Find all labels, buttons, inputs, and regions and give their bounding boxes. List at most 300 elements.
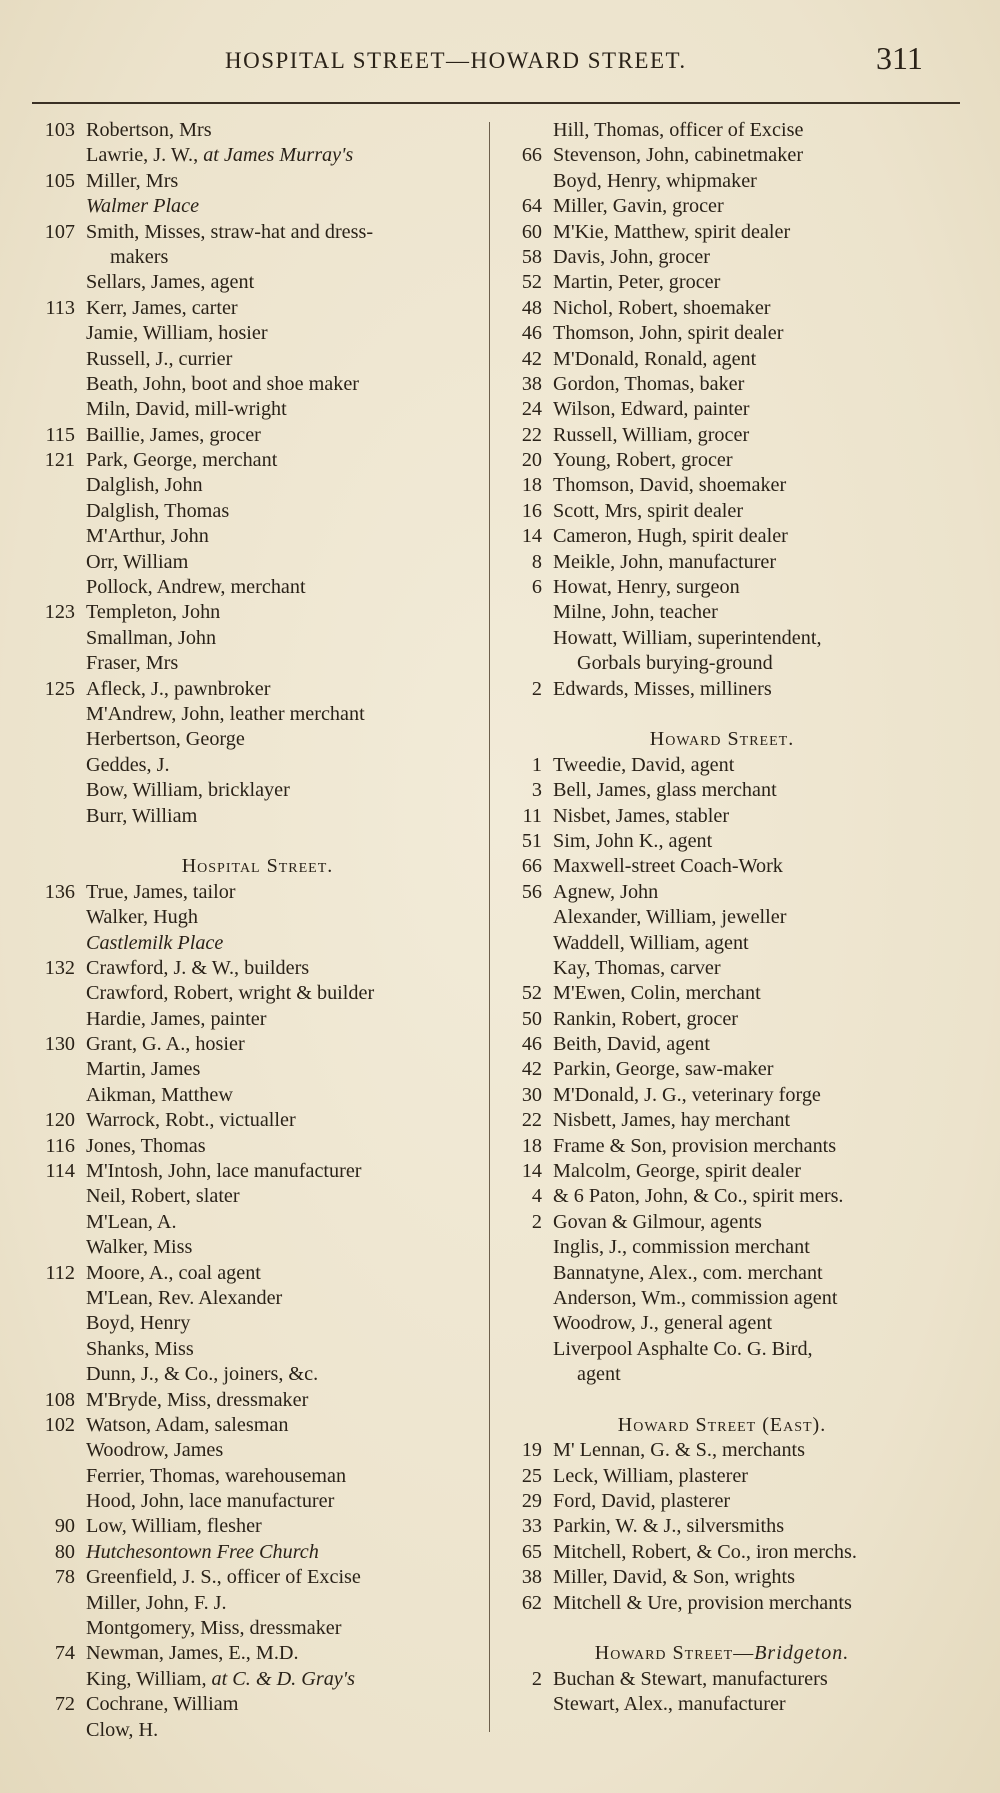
entry-text: [86, 1464, 346, 1489]
house-number: 46: [521, 322, 542, 345]
entry-text: [86, 626, 216, 651]
house-number: 60: [521, 220, 542, 243]
directory-entry: [497, 1692, 947, 1717]
house-number: 11: [522, 804, 542, 827]
directory-entry: [497, 626, 947, 651]
entry-text: [86, 753, 170, 778]
entry-name: Malcolm, George, spirit dealer: [553, 1160, 801, 1183]
directory-entry: [30, 524, 485, 549]
entry-text: [553, 321, 783, 346]
entry-text: [553, 1261, 823, 1286]
directory-entry: [30, 981, 485, 1006]
entry-name: Dalglish, John: [86, 474, 203, 497]
entry-text: [553, 1286, 837, 1311]
entry-text: [553, 524, 788, 549]
house-number: 6: [531, 576, 542, 599]
directory-entry: [30, 1540, 485, 1565]
entry-name: Inglis, J., commission merchant: [553, 1236, 810, 1259]
entry-text: [553, 1057, 774, 1082]
entry-text: [86, 1591, 227, 1616]
directory-entry: [497, 1362, 947, 1387]
entry-name: Howatt, William, superintendent,: [553, 626, 822, 649]
directory-entry: [30, 1184, 485, 1209]
entry-name: Cochrane, William: [86, 1693, 239, 1716]
directory-entry: [497, 1438, 947, 1463]
directory-entry: [497, 1108, 947, 1133]
house-number: 113: [45, 296, 75, 319]
entry-text: [86, 956, 309, 981]
entry-text: [86, 1667, 355, 1692]
entry-name: Orr, William: [86, 550, 189, 573]
entry-name: Miller, John, F. J.: [86, 1591, 227, 1614]
house-number: 14: [521, 1160, 542, 1183]
left-column: [30, 118, 485, 1743]
directory-entry: [30, 499, 485, 524]
directory-entry: [497, 1591, 947, 1616]
directory-entry: [497, 1134, 947, 1159]
entry-text: [553, 550, 776, 575]
house-number: 18: [521, 474, 542, 497]
house-number: 116: [45, 1134, 75, 1157]
directory-entry: [30, 1489, 485, 1514]
entry-name: Templeton, John: [86, 601, 221, 624]
house-number: 123: [44, 601, 75, 624]
entry-name: Sim, John K., agent: [553, 829, 713, 852]
entry-name: Montgomery, Miss, dressmaker: [86, 1617, 342, 1640]
directory-entry: [30, 931, 485, 956]
house-number: 42: [521, 1058, 542, 1081]
house-number: 20: [521, 449, 542, 472]
entry-name: Liverpool Asphalte Co. G. Bird,: [553, 1337, 813, 1360]
entry-name: Milne, John, teacher: [553, 601, 718, 624]
entry-name: Dalglish, Thomas: [86, 499, 230, 522]
entry-text: [553, 677, 772, 702]
entry-text: [86, 1413, 288, 1438]
entry-text: [86, 1311, 190, 1336]
house-number: 16: [521, 499, 542, 522]
house-number: 62: [521, 1591, 542, 1614]
entry-text: [553, 1565, 795, 1590]
entry-text: [553, 1489, 730, 1514]
entry-text: [553, 1184, 843, 1209]
entry-text: [553, 626, 822, 651]
entry-name: Grant, G. A., hosier: [86, 1033, 245, 1056]
entry-text: [553, 829, 712, 854]
entry-name: Herbertson, George: [86, 728, 245, 751]
entry-name: Alexander, William, jeweller: [553, 906, 787, 929]
entry-name: Dunn, J., & Co., joiners, &c.: [86, 1363, 319, 1386]
house-number: 74: [54, 1642, 75, 1665]
entry-text: [86, 1514, 262, 1539]
entry-name: Kay, Thomas, carver: [553, 956, 721, 979]
house-number: 132: [44, 956, 75, 979]
entry-name: M'Intosh, John, lace manufacturer: [86, 1160, 362, 1183]
directory-entry: [30, 245, 485, 270]
section-heading-text: Howard Street (East).: [617, 1413, 827, 1436]
entry-name: Burr, William: [86, 804, 198, 827]
directory-entry: [30, 1261, 485, 1286]
entry-text: [553, 118, 803, 143]
house-number: 58: [521, 245, 542, 268]
directory-entry: [30, 1007, 485, 1032]
entry-text: [86, 1134, 206, 1159]
directory-entry: [497, 169, 947, 194]
house-number: 38: [521, 372, 542, 395]
entry-text: [86, 1388, 308, 1413]
entry-text: [86, 1032, 245, 1057]
entry-name: Govan & Gilmour, agents: [553, 1210, 762, 1233]
directory-entry: [30, 1641, 485, 1666]
entry-name: Young, Robert, grocer: [553, 449, 733, 472]
entry-text: [86, 880, 236, 905]
house-number: 24: [521, 398, 542, 421]
directory-entry: [497, 524, 947, 549]
directory-entry: [497, 1159, 947, 1184]
directory-entry: [497, 1464, 947, 1489]
directory-entry: [497, 905, 947, 930]
entry-text: [553, 753, 734, 778]
entry-text: [553, 448, 733, 473]
house-number: 48: [521, 296, 542, 319]
house-number: 108: [44, 1388, 75, 1411]
entry-name: Hood, John, lace manufacturer: [86, 1490, 335, 1513]
entry-name: M'Donald, Ronald, agent: [553, 347, 757, 370]
entry-text: [553, 1210, 762, 1235]
entry-name: Miller, Gavin, grocer: [553, 195, 724, 218]
entry-name: Buchan & Stewart, manufacturers: [553, 1667, 828, 1690]
house-number: 2: [531, 677, 542, 700]
directory-entry: [30, 1134, 485, 1159]
entry-name: Scott, Mrs, spirit dealer: [553, 499, 744, 522]
house-number: 103: [44, 119, 75, 141]
directory-entry: [30, 727, 485, 752]
entry-text: [553, 270, 720, 295]
directory-entry: [497, 499, 947, 524]
entry-name: Thomson, John, spirit dealer: [553, 322, 784, 345]
entry-text: [553, 1337, 813, 1362]
entry-name: Howat, Henry, surgeon: [553, 576, 740, 599]
entry-name: M'Lean, A.: [86, 1210, 177, 1233]
directory-entry: [30, 1692, 485, 1717]
directory-entry: [30, 118, 485, 143]
page-number: 311: [876, 40, 923, 76]
entry-name: Meikle, John, manufacturer: [553, 550, 777, 573]
entry-name: Kerr, James, carter: [86, 296, 238, 319]
entry-text: [86, 1184, 240, 1209]
entry-text: [553, 1540, 857, 1565]
entry-name: Mitchell, Robert, & Co., iron merchs.: [553, 1540, 857, 1563]
directory-entry: [30, 651, 485, 676]
entry-text: [86, 270, 254, 295]
directory-entry: [30, 753, 485, 778]
entry-name: M'Lean, Rev. Alexander: [86, 1286, 283, 1309]
entry-text: [553, 778, 777, 803]
entry-name: Nisbett, James, hay merchant: [553, 1109, 791, 1132]
entry-name: Walker, Miss: [86, 1236, 193, 1259]
entry-text: [86, 118, 212, 143]
entry-name: Beith, David, agent: [553, 1033, 710, 1056]
entry-name: Stewart, Alex., manufacturer: [553, 1693, 786, 1716]
house-number: 8: [531, 550, 542, 573]
directory-entry: [497, 1565, 947, 1590]
section-heading: [497, 1641, 947, 1666]
section-gap: [30, 829, 485, 854]
directory-entry: [30, 1718, 485, 1743]
directory-entry: [30, 1667, 485, 1692]
entry-name: Sellars, James, agent: [86, 271, 255, 294]
entry-text: [86, 1616, 342, 1641]
entry-text: [86, 1057, 200, 1082]
house-number: 107: [44, 220, 75, 243]
entry-name: M'Arthur, John: [86, 525, 209, 548]
directory-entry: [497, 473, 947, 498]
entry-name: Bell, James, glass merchant: [553, 779, 777, 802]
house-number: 38: [521, 1566, 542, 1589]
entry-text: [86, 1540, 319, 1565]
directory-entry: [497, 1286, 947, 1311]
entry-name: Ford, David, plasterer: [553, 1490, 731, 1513]
directory-entry: [30, 880, 485, 905]
directory-entry: [30, 1032, 485, 1057]
entry-name: King, William,: [86, 1667, 212, 1690]
directory-entry: [30, 372, 485, 397]
entry-name: Clow, H.: [86, 1718, 159, 1741]
entry-text: [553, 1692, 786, 1717]
entry-name: Fraser, Mrs: [86, 652, 179, 675]
entry-name: Parkin, George, saw-maker: [553, 1058, 774, 1081]
house-number: 46: [521, 1033, 542, 1056]
entry-name: Neil, Robert, slater: [86, 1185, 240, 1208]
entry-text: [553, 1108, 790, 1133]
entry-text: [553, 1311, 772, 1336]
directory-entry: [497, 1311, 947, 1336]
house-number: 42: [521, 347, 542, 370]
entry-name: Cameron, Hugh, spirit dealer: [553, 525, 788, 548]
directory-entry: [497, 600, 947, 625]
house-number: 114: [45, 1160, 75, 1183]
entry-italic: Hutchesontown Free Church: [86, 1540, 319, 1563]
entry-text: [86, 778, 290, 803]
entry-text: [86, 321, 268, 346]
entry-name: Boyd, Henry: [86, 1312, 191, 1335]
entry-text: [553, 981, 761, 1006]
directory-entry: [497, 1083, 947, 1108]
directory-entry: [30, 143, 485, 168]
entry-name: Smith, Misses, straw-hat and dress-: [86, 220, 374, 243]
entry-text: [86, 220, 373, 245]
entry-text: [86, 727, 245, 752]
entry-name: Walker, Hugh: [86, 906, 198, 929]
house-number: 65: [521, 1540, 542, 1563]
entry-text: [86, 1235, 192, 1260]
entry-name: Leck, William, plasterer: [553, 1464, 749, 1487]
entry-text: [553, 169, 757, 194]
directory-entry: [497, 956, 947, 981]
directory-entry: [30, 1362, 485, 1387]
section-gap: [497, 702, 947, 727]
entry-text: [86, 423, 261, 448]
entry-name: Frame & Son, provision merchants: [553, 1134, 837, 1157]
house-number: 121: [44, 449, 75, 472]
directory-entry: [30, 448, 485, 473]
entry-text: [86, 143, 353, 168]
directory-entry: [497, 1540, 947, 1565]
directory-entry: [30, 1337, 485, 1362]
directory-entry: [30, 1057, 485, 1082]
entry-name: Moore, A., coal agent: [86, 1261, 261, 1284]
house-number: 66: [521, 144, 542, 167]
entry-name: & 6 Paton, John, & Co., spirit mers.: [553, 1185, 844, 1208]
entry-text: [86, 194, 199, 219]
house-number: 78: [54, 1566, 75, 1589]
directory-entry: [30, 1591, 485, 1616]
directory-entry: [30, 677, 485, 702]
house-number: 18: [521, 1134, 542, 1157]
directory-entry: [497, 245, 947, 270]
entry-text: [86, 169, 178, 194]
house-number: 30: [521, 1083, 542, 1106]
directory-entry: [30, 575, 485, 600]
entry-name: Mitchell & Ure, provision merchants: [553, 1591, 852, 1614]
directory-entry: [497, 550, 947, 575]
entry-name: Ferrier, Thomas, warehouseman: [86, 1464, 347, 1487]
entry-italic: Walmer Place: [86, 195, 200, 218]
house-number: 3: [531, 779, 542, 802]
house-number: 112: [45, 1261, 75, 1284]
house-number: 72: [54, 1693, 75, 1716]
entry-text: [86, 575, 306, 600]
page-header: [0, 40, 1000, 80]
directory-entry: [497, 1667, 947, 1692]
directory-entry: [497, 677, 947, 702]
entry-text: [553, 1514, 784, 1539]
entry-text: [86, 1007, 267, 1032]
house-number: 22: [521, 1109, 542, 1132]
entry-name: Crawford, J. & W., builders: [86, 956, 310, 979]
house-number: 136: [44, 880, 75, 903]
entry-italic: at James Murray's: [203, 144, 354, 167]
section-heading-italic: Bridgeton.: [754, 1642, 850, 1665]
entry-text: [86, 1261, 261, 1286]
directory-entry: [497, 1489, 947, 1514]
entry-name: Afleck, J., pawnbroker: [86, 677, 271, 700]
entry-name: Miln, David, mill-wright: [86, 398, 287, 421]
entry-name: Bow, William, bricklayer: [86, 779, 290, 802]
house-number: 51: [521, 829, 542, 852]
entry-text: [553, 499, 743, 524]
directory-entry: [30, 347, 485, 372]
directory-entry: [30, 1464, 485, 1489]
right-column: [497, 118, 947, 1718]
entry-text: [86, 1489, 334, 1514]
house-number: 102: [44, 1413, 75, 1436]
entry-text: [553, 575, 740, 600]
entry-name: Hill, Thomas, officer of Excise: [553, 119, 804, 141]
entry-text: [86, 1210, 177, 1235]
directory-entry: [497, 1032, 947, 1057]
entry-text: [577, 1362, 621, 1387]
entry-text: [110, 245, 168, 270]
entry-name: Gordon, Thomas, baker: [553, 372, 745, 395]
entry-name: Thomson, David, shoemaker: [553, 474, 787, 497]
entry-name: agent: [577, 1363, 621, 1386]
entry-name: Watson, Adam, salesman: [86, 1413, 289, 1436]
directory-entry: [497, 194, 947, 219]
house-number: 120: [44, 1109, 75, 1132]
header-rule: [32, 102, 960, 104]
entry-text: [86, 296, 238, 321]
entry-name: Stevenson, John, cabinetmaker: [553, 144, 804, 167]
directory-entry: [30, 473, 485, 498]
entry-text: [553, 1235, 810, 1260]
entry-name: M' Lennan, G. & S., merchants: [553, 1439, 806, 1462]
entry-text: [86, 1565, 361, 1590]
section-heading-text: Howard Street.: [649, 728, 795, 751]
entry-name: Newman, James, E., M.D.: [86, 1642, 299, 1665]
entry-text: [86, 905, 198, 930]
entry-text: [86, 1337, 194, 1362]
entry-text: [553, 347, 756, 372]
entry-text: [86, 1286, 282, 1311]
entry-name: Waddell, William, agent: [553, 931, 749, 954]
directory-entry: [497, 1337, 947, 1362]
entry-text: [86, 397, 287, 422]
entry-name: Woodrow, J., general agent: [553, 1312, 773, 1335]
directory-entry: [30, 1235, 485, 1260]
directory-entry: [30, 1565, 485, 1590]
entry-italic: Castlemilk Place: [86, 931, 224, 954]
house-number: 52: [521, 271, 542, 294]
house-number: 125: [44, 677, 75, 700]
section-heading: [497, 1413, 947, 1438]
directory-entry: [497, 1261, 947, 1286]
entry-text: [553, 905, 786, 930]
house-number: 14: [521, 525, 542, 548]
entry-name: Bannatyne, Alex., com. merchant: [553, 1261, 823, 1284]
directory-entry: [30, 626, 485, 651]
directory-entry: [30, 804, 485, 829]
entry-name: Gorbals burying-ground: [577, 652, 773, 675]
directory-entry: [497, 1210, 947, 1235]
entry-text: [553, 1083, 821, 1108]
directory-entry: [30, 1413, 485, 1438]
directory-entry: [30, 321, 485, 346]
entry-name: True, James, tailor: [86, 880, 236, 903]
running-head: HOSPITAL STREET—HOWARD STREET.: [225, 48, 687, 73]
directory-entry: [30, 220, 485, 245]
entry-name: Miller, Mrs: [86, 169, 179, 192]
directory-entry: [497, 1235, 947, 1260]
directory-entry: [30, 1108, 485, 1133]
entry-name: Russell, J., currier: [86, 347, 233, 370]
directory-entry: [497, 931, 947, 956]
entry-name: M'Andrew, John, leather merchant: [86, 702, 365, 725]
entry-text: [86, 677, 270, 702]
entry-name: Shanks, Miss: [86, 1337, 194, 1360]
entry-name: Smallman, John: [86, 626, 217, 649]
house-number: 29: [521, 1490, 542, 1513]
entry-name: Martin, James: [86, 1058, 201, 1081]
directory-entry: [497, 829, 947, 854]
entry-name: M'Ewen, Colin, merchant: [553, 982, 761, 1005]
entry-name: Park, George, merchant: [86, 449, 278, 472]
entry-text: [86, 1083, 233, 1108]
entry-text: [553, 1032, 710, 1057]
entry-name: Rankin, Robert, grocer: [553, 1007, 738, 1030]
directory-entry: [497, 1184, 947, 1209]
entry-name: Russell, William, grocer: [553, 423, 750, 446]
entry-name: Geddes, J.: [86, 753, 170, 776]
